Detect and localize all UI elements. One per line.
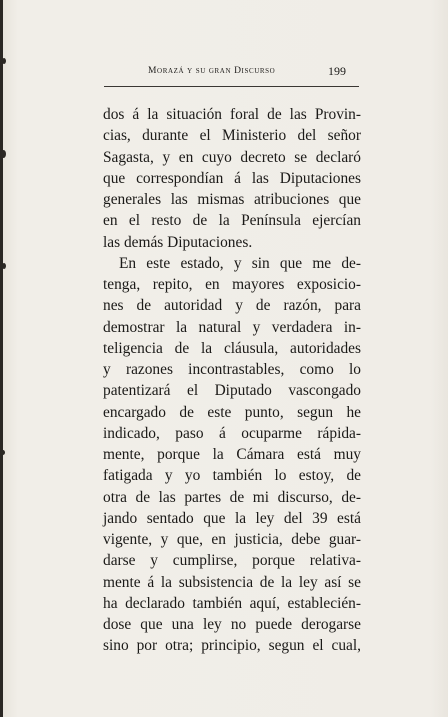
paragraph-start-line: En este estado, y sin que me de- <box>119 254 361 272</box>
ink-speck <box>1 150 6 158</box>
text-line: demostrar la natural y verdadera in- <box>103 318 361 336</box>
text-line: tenga, repito, en mayores exposicio- <box>103 276 361 293</box>
text-line: otra de las partes de mi discurso, de- <box>103 488 361 506</box>
text-line: nes de autoridad y de razón, para <box>103 297 361 315</box>
text-line: dos á la situación foral de las Provin- <box>103 106 361 123</box>
header-rule <box>104 86 359 87</box>
text-line: encargado de este punto, segun he <box>103 403 361 421</box>
text-line: generales las mismas atribuciones que <box>103 191 361 208</box>
text-line: mente, porque la Cámara está muy <box>103 446 361 463</box>
page-number: 199 <box>328 64 346 78</box>
ink-speck <box>1 450 5 455</box>
text-line: que correspondían á las Diputaciones <box>103 169 361 187</box>
body-text <box>103 104 361 657</box>
text-line: ha declarado también aquí, establecién- <box>103 594 361 612</box>
running-head: Morazá y su gran Discurso <box>148 66 276 76</box>
text-line: darse y cumplirse, porque relativa- <box>103 552 361 570</box>
text-line: cias, durante el Ministerio del señor <box>103 127 361 145</box>
binding-edge <box>0 0 3 717</box>
text-line: indicado, paso á ocuparme rápida- <box>103 424 361 442</box>
text-line: patentizará el Diputado vascongado <box>103 382 361 400</box>
text-line: las demás Diputaciones. <box>103 233 253 251</box>
text-line: en el resto de la Península ejercían <box>103 212 361 230</box>
ink-speck <box>2 58 6 64</box>
text-line: jando sentado que la ley del 39 está <box>103 509 361 527</box>
text-line: Sagasta, y en cuyo decreto se declaró <box>103 148 361 166</box>
text-line: vigente, y que, en justicia, debe guar- <box>103 531 361 548</box>
text-line: y razones incontrastables, como lo <box>103 361 361 378</box>
text-line: teligencia de la cláusula, autoridades <box>103 339 361 357</box>
ink-speck <box>2 263 6 269</box>
text-line: fatigada y yo también lo estoy, de <box>103 467 361 485</box>
text-line: sino por otra; principio, segun el cual, <box>103 637 361 655</box>
text-line: dose que una ley no puede derogarse <box>103 616 361 633</box>
page-header <box>104 62 346 82</box>
text-line: mente á la subsistencia de la ley así se <box>103 573 361 591</box>
